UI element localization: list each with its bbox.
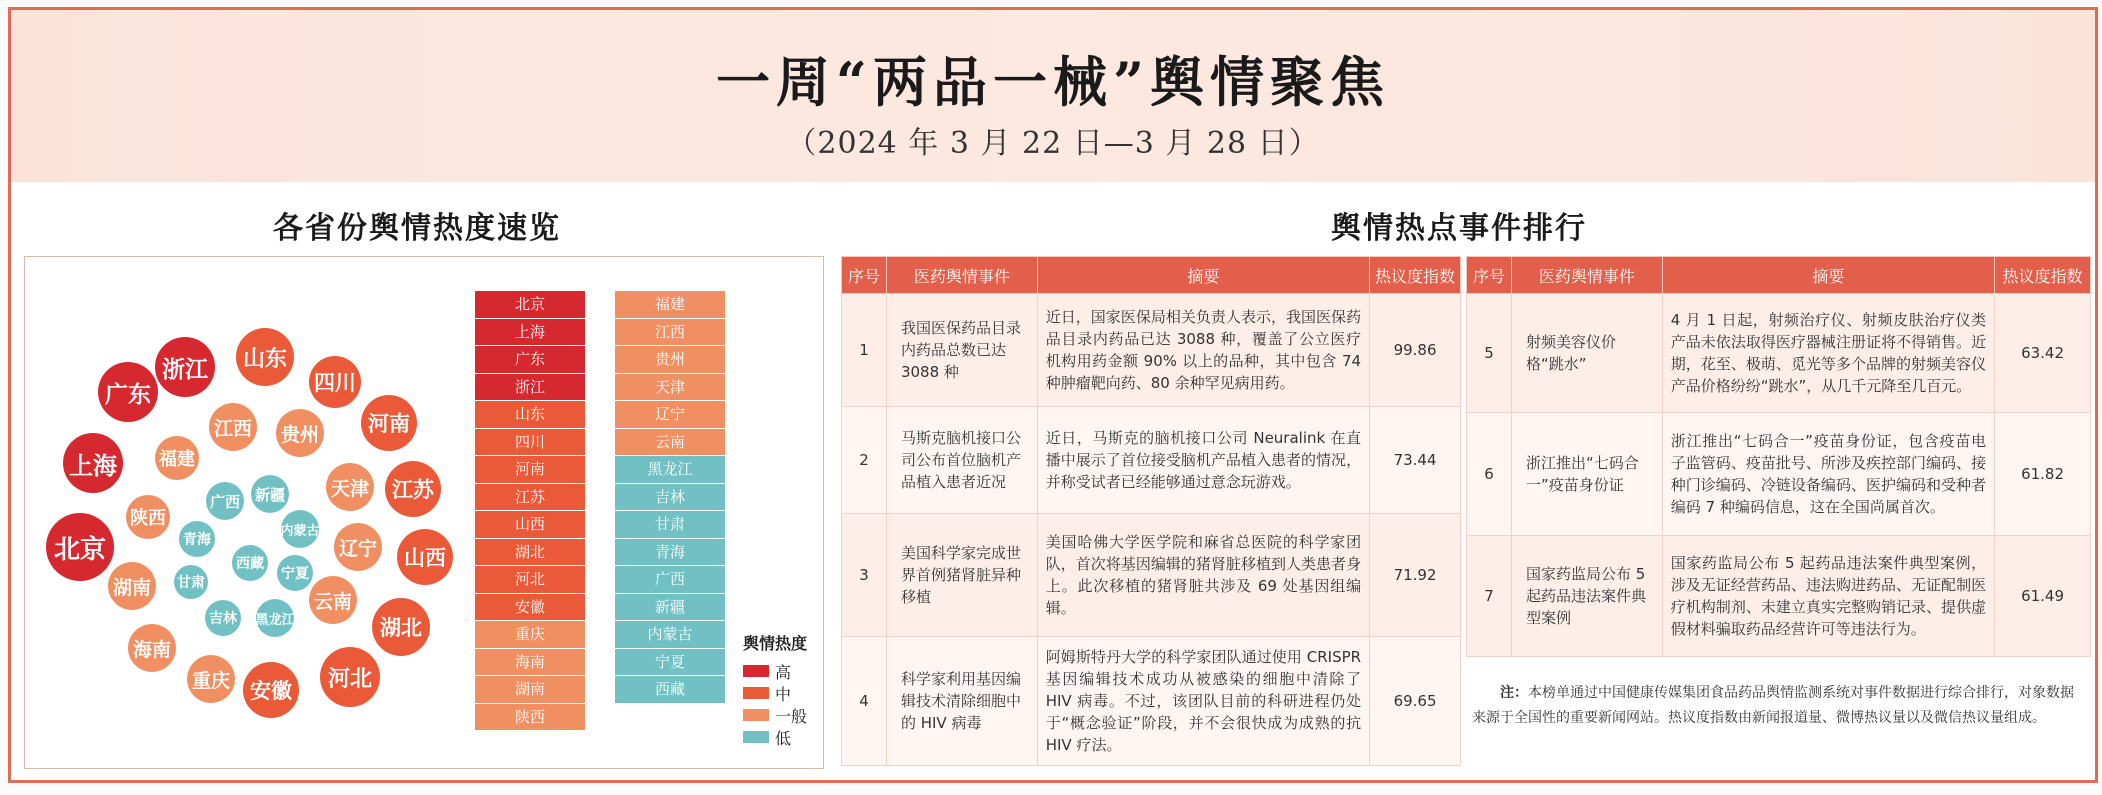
page-title: 一周“两品一械”舆情聚焦 bbox=[715, 50, 1391, 114]
ranking-cell: 江苏 bbox=[475, 484, 585, 511]
ranking-cell: 安徽 bbox=[475, 594, 585, 621]
ranking-cell: 重庆 bbox=[475, 621, 585, 648]
province-bubble: 西藏 bbox=[232, 545, 268, 581]
event-no-cell: 4 bbox=[842, 637, 887, 766]
page-subtitle: （2024 年 3 月 22 日—3 月 28 日） bbox=[786, 126, 1320, 161]
province-bubble: 山西 bbox=[397, 529, 453, 585]
event-summary-cell: 近日，国家医保局相关负责人表示，我国医保药品目录内药品已达 3088 种，覆盖了公立医疗机构用药金额 90% 以上的品种，其中包含 74 种肿瘤靶向药、80 余种罕见病用药。 bbox=[1037, 294, 1369, 407]
event-score-cell: 71.92 bbox=[1370, 514, 1461, 637]
legend-title: 舆情热度 bbox=[743, 634, 808, 653]
header-score: 热议度指数 bbox=[1370, 257, 1461, 294]
legend-swatch bbox=[743, 709, 769, 721]
ranking-cell: 北京 bbox=[475, 291, 585, 318]
province-bubble: 安徽 bbox=[243, 662, 299, 718]
ranking-cell: 天津 bbox=[615, 374, 725, 401]
event-event-cell: 国家药监局公布 5 起药品违法案件典型案例 bbox=[1511, 536, 1662, 657]
right-section-title: 舆情热点事件排行 bbox=[1331, 211, 1587, 246]
legend-item bbox=[743, 682, 807, 704]
event-score-cell: 69.65 bbox=[1370, 637, 1461, 766]
province-bubble: 河南 bbox=[361, 395, 417, 451]
province-bubble: 新疆 bbox=[251, 475, 289, 513]
ranking-cell: 西藏 bbox=[615, 676, 725, 703]
province-bubble: 湖南 bbox=[108, 562, 156, 610]
footnote-text: 本榜单通过中国健康传媒集团食品药品舆情监测系统对事件数据进行综合排行，对象数据来源于全国性的重要新闻网站。热议度指数由新闻报道量、微博热议量以及微信热议量组成。 bbox=[1472, 685, 2074, 726]
province-bubble: 湖北 bbox=[372, 598, 430, 656]
legend-swatch bbox=[743, 687, 769, 699]
event-no-cell: 2 bbox=[842, 407, 887, 514]
province-bubble: 云南 bbox=[309, 576, 357, 624]
event-row bbox=[842, 514, 1461, 637]
event-score-cell: 61.49 bbox=[1995, 536, 2091, 657]
header-event: 医药舆情事件 bbox=[886, 257, 1037, 294]
legend-label: 低 bbox=[775, 728, 792, 748]
ranking-cell: 宁夏 bbox=[615, 649, 725, 676]
event-summary-cell: 浙江推出“七码合一”疫苗身份证，包含疫苗电子监管码、疫苗批号、所涉及疾控部门编码、接种门诊编码、冷链设备编码、医护编码和受种者编码 7 种编码信息，这在全国尚属首次。 bbox=[1662, 413, 1994, 536]
ranking-cell: 陕西 bbox=[475, 704, 585, 731]
header-event: 医药舆情事件 bbox=[1511, 257, 1662, 294]
legend-label: 高 bbox=[775, 662, 792, 682]
ranking-cell: 吉林 bbox=[615, 484, 725, 511]
event-summary-cell: 美国哈佛大学医学院和麻省总医院的科学家团队，首次将基因编辑的猪肾脏移植到人类患者身上。此次移植的猪肾脏共涉及 69 处基因组编辑。 bbox=[1037, 514, 1369, 637]
event-score-cell: 99.86 bbox=[1370, 294, 1461, 407]
footnote-label: 注： bbox=[1500, 685, 1528, 701]
ranking-cell: 浙江 bbox=[475, 374, 585, 401]
province-bubble: 吉林 bbox=[205, 600, 241, 636]
province-bubble: 河北 bbox=[320, 647, 380, 707]
ranking-cell: 山东 bbox=[475, 401, 585, 428]
event-row bbox=[1467, 294, 2091, 413]
ranking-cell: 河南 bbox=[475, 456, 585, 483]
left-section-title: 各省份舆情热度速览 bbox=[273, 211, 561, 246]
event-row bbox=[842, 294, 1461, 407]
province-bubble: 甘肃 bbox=[174, 565, 208, 599]
event-no-cell: 1 bbox=[842, 294, 887, 407]
province-bubble: 贵州 bbox=[276, 409, 324, 457]
province-bubble: 辽宁 bbox=[334, 523, 382, 571]
header-no: 序号 bbox=[1467, 257, 1512, 294]
province-ranking-column-1 bbox=[475, 291, 585, 731]
province-bubble: 宁夏 bbox=[277, 555, 313, 591]
event-table-right bbox=[1466, 256, 2091, 657]
event-score-cell: 61.82 bbox=[1995, 413, 2091, 536]
ranking-cell: 云南 bbox=[615, 429, 725, 456]
event-no-cell: 5 bbox=[1467, 294, 1512, 413]
event-row bbox=[842, 407, 1461, 514]
province-heat-panel bbox=[24, 256, 824, 769]
province-bubble: 江西 bbox=[209, 403, 257, 451]
province-bubble: 福建 bbox=[155, 436, 199, 480]
header-banner bbox=[11, 10, 2095, 182]
province-bubble: 内蒙古 bbox=[281, 510, 319, 548]
event-event-cell: 我国医保药品目录内药品总数已达 3088 种 bbox=[886, 294, 1037, 407]
province-bubble: 重庆 bbox=[187, 655, 235, 703]
province-bubble: 黑龙江 bbox=[256, 599, 294, 637]
province-bubble: 陕西 bbox=[126, 495, 170, 539]
ranking-cell: 海南 bbox=[475, 649, 585, 676]
event-row bbox=[842, 637, 1461, 766]
ranking-cell: 内蒙古 bbox=[615, 621, 725, 648]
event-event-cell: 射频美容仪价格“跳水” bbox=[1511, 294, 1662, 413]
heat-legend bbox=[743, 631, 807, 748]
province-bubble: 上海 bbox=[63, 433, 123, 493]
event-score-cell: 73.44 bbox=[1370, 407, 1461, 514]
ranking-cell: 甘肃 bbox=[615, 511, 725, 538]
event-row bbox=[1467, 536, 2091, 657]
ranking-cell: 上海 bbox=[475, 319, 585, 346]
ranking-cell: 贵州 bbox=[615, 346, 725, 373]
event-row bbox=[1467, 413, 2091, 536]
legend-swatch bbox=[743, 665, 769, 677]
province-bubble: 青海 bbox=[179, 521, 215, 557]
province-bubble: 广东 bbox=[98, 362, 158, 422]
header-no: 序号 bbox=[842, 257, 887, 294]
province-bubble: 山东 bbox=[236, 328, 294, 386]
ranking-cell: 江西 bbox=[615, 319, 725, 346]
event-score-cell: 63.42 bbox=[1995, 294, 2091, 413]
header-summary: 摘要 bbox=[1662, 257, 1994, 294]
province-ranking-column-2 bbox=[615, 291, 725, 704]
ranking-cell: 广西 bbox=[615, 566, 725, 593]
ranking-cell: 湖北 bbox=[475, 539, 585, 566]
event-event-cell: 马斯克脑机接口公司公布首位脑机产品植入患者近况 bbox=[886, 407, 1037, 514]
legend-label: 中 bbox=[775, 684, 792, 704]
page-frame bbox=[8, 7, 2098, 783]
event-no-cell: 6 bbox=[1467, 413, 1512, 536]
header-summary: 摘要 bbox=[1037, 257, 1369, 294]
event-event-cell: 浙江推出“七码合一”疫苗身份证 bbox=[1511, 413, 1662, 536]
header-score: 热议度指数 bbox=[1995, 257, 2091, 294]
event-summary-cell: 国家药监局公布 5 起药品违法案件典型案例，涉及无证经营药品、违法购进药品、无证配制医疗机构制剂、未建立真实完整购销记录、提供虚假材料骗取药品经营许可等违法行为。 bbox=[1662, 536, 1994, 657]
legend-item bbox=[743, 704, 807, 726]
event-summary-cell: 近日，马斯克的脑机接口公司 Neuralink 在直播中展示了首位接受脑机产品植入患者的情况，并称受试者已经能够通过意念玩游戏。 bbox=[1037, 407, 1369, 514]
footnote bbox=[1472, 681, 2082, 731]
event-no-cell: 7 bbox=[1467, 536, 1512, 657]
ranking-cell: 河北 bbox=[475, 566, 585, 593]
event-event-cell: 科学家利用基因编辑技术清除细胞中的 HIV 病毒 bbox=[886, 637, 1037, 766]
event-summary-cell: 阿姆斯特丹大学的科学家团队通过使用 CRISPR 基因编辑技术成功从被感染的细胞中清除了 HIV 病毒。不过，该团队目前的科研进程仍处于“概念验证”阶段，并不会很快成为成熟的抗 HIV 疗法。 bbox=[1037, 637, 1369, 766]
ranking-cell: 四川 bbox=[475, 429, 585, 456]
ranking-cell: 广东 bbox=[475, 346, 585, 373]
event-table-left bbox=[841, 256, 1461, 766]
ranking-cell: 山西 bbox=[475, 511, 585, 538]
legend-swatch bbox=[743, 731, 769, 743]
ranking-cell: 青海 bbox=[615, 539, 725, 566]
ranking-cell: 辽宁 bbox=[615, 401, 725, 428]
event-event-cell: 美国科学家完成世界首例猪肾脏异种移植 bbox=[886, 514, 1037, 637]
legend-item bbox=[743, 726, 807, 748]
ranking-cell: 福建 bbox=[615, 291, 725, 318]
province-bubble: 江苏 bbox=[385, 461, 441, 517]
ranking-cell: 湖南 bbox=[475, 676, 585, 703]
province-bubble: 天津 bbox=[326, 463, 374, 511]
province-bubble: 北京 bbox=[46, 513, 114, 581]
ranking-cell: 新疆 bbox=[615, 594, 725, 621]
ranking-cell: 黑龙江 bbox=[615, 456, 725, 483]
event-no-cell: 3 bbox=[842, 514, 887, 637]
province-bubble: 浙江 bbox=[155, 337, 215, 397]
event-summary-cell: 4 月 1 日起，射频治疗仪、射频皮肤治疗仪类产品未依法取得医疗器械注册证将不得销售。近期，花至、极萌、觅光等多个品牌的射频美容仪产品价格纷纷“跳水”，从几千元降至几百元。 bbox=[1662, 294, 1994, 413]
province-bubble: 海南 bbox=[128, 624, 176, 672]
legend-item bbox=[743, 660, 807, 682]
province-bubble: 广西 bbox=[206, 482, 244, 520]
province-bubble: 四川 bbox=[309, 356, 361, 408]
legend-label: 一般 bbox=[775, 706, 808, 726]
